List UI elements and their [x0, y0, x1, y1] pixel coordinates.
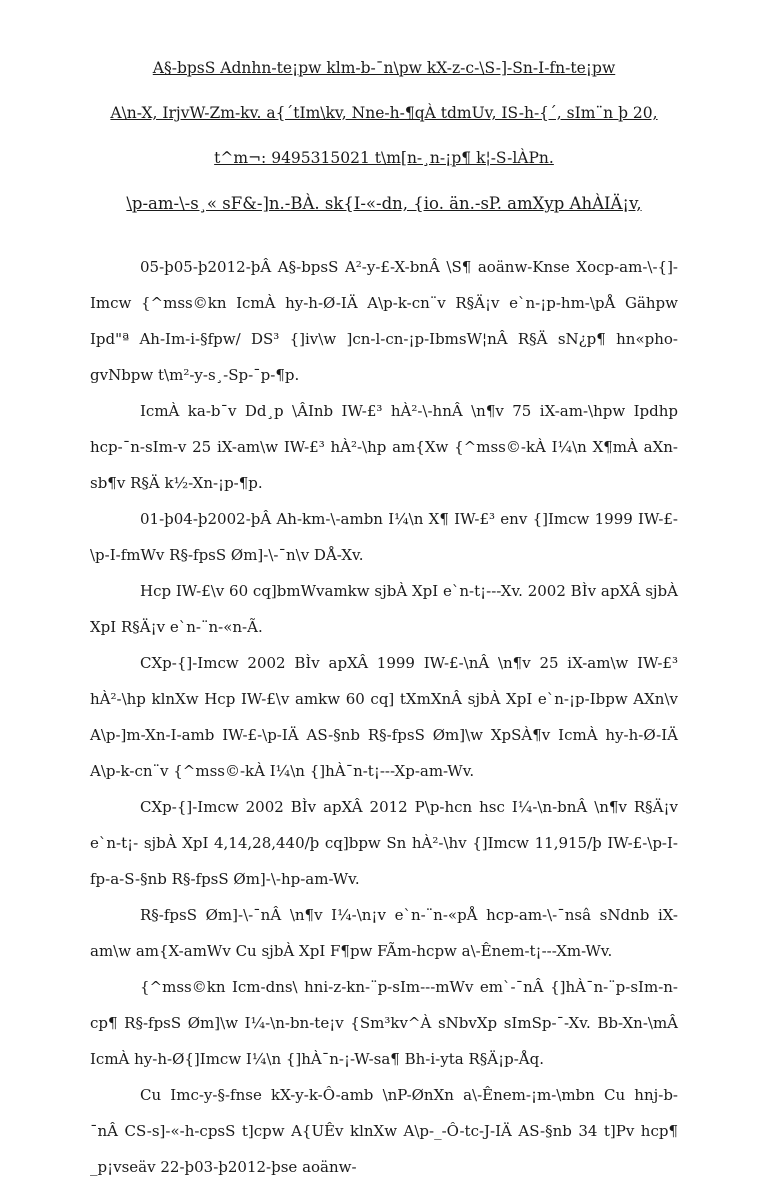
body-paragraph-7: R§-fpsS Øm]-\-¯nÂ \n¶v I¼-\n¡v e`n-¨n-«pÅ hcp-am-\-¯nsâ sNdnb iX-am\w am{X-amWv Cu sjbÀ XpI F¶pw FÃm-hcpw a\-Ênem-t¡---Xm-Wv. — [90, 906, 678, 960]
header-line-2 — [90, 103, 678, 123]
body-paragraph-1: 05-þ05-þ2012-þÂ A§-bpsS A²-y-£-X-bnÂ \S¶ aoänw-Knse Xocp-am-\-{]-Imcw {^mss©kn IcmÀ hy-h-Ø-IÄ A\p-k-cn¨v R§Ä¡v e`n-¡p-hm-\pÅ Gähpw Ipd"ª Ah-Im-i-§fpw/ DS³ {]iv\w ]cn-l-cn-¡p-IbmsW¦nÂ R§Ä sN¿p¶ hn«pho-gvNbpw t\m²-y-s¸-Sp-¯p-¶p. — [90, 258, 678, 384]
header-line-2-text: A\n-X, IrjvW-Zm-kv. a{´tIm\kv, Nne-h-¶qÀ tdmUv, IS-h-{´, sIm¨n þ 20, — [110, 104, 658, 122]
body-paragraph-3: 01-þ04-þ2002-þÂ Ah-km-\-ambn I¼\n X¶ IW-£³ env {]Imcw 1999 IW-£-\p-I-fmWv R§-fpsS Øm]-\-¯n\v DÅ-Xv. — [90, 510, 678, 564]
header-line-3: t^m¬: 9495315021 t\m[n-¸n-¡p¶ k¦-S-lÀPn. — [214, 149, 554, 167]
body-paragraph-6: CXp-{]-Imcw 2002 BÌv apXÂ 2012 P\p-hcn hsc I¼-\n-bnÂ \n¶v R§Ä¡v e`n-t¡- sjbÀ XpI 4,14,28,440/þ cq]bpw Sn hÀ²-\hv {]Imcw 11,915/þ IW-£-\p-I-fp-a-S-§nb R§-fpsS Øm]-\-hp-am-Wv. — [90, 798, 678, 888]
letter-header — [90, 0, 678, 168]
body-paragraph-2: IcmÀ ka-b¯v Dd¸p \ÂInb IW-£³ hÀ²-\-hnÂ \n¶v 75 iX-am-\hpw Ipdhp hcp-¯n-sIm-v 25 iX-am\w IW-£³ hÀ²-\hp am{Xw {^mss©-kÀ I¼\n X¶mÀ aXn-sb¶v R§Ä k½-Xn-¡p-¶p. — [90, 402, 678, 492]
body-paragraph-4: Hcp IW-£\v 60 cq]bmWvamkw sjbÀ XpI e`n-t¡---Xv. 2002 BÌv apXÂ sjbÀ XpI R§Ä¡v e`n-¨n-«n-Ã. — [90, 582, 678, 636]
header-line-1: A§-bpsS Adnhn-te¡pw klm-b-¯n\pw kX-z-c-\S-]-Sn-I-fn-te¡pw — [152, 59, 616, 77]
body-paragraph-9: Cu Imc-y-§-fnse kX-y-k-Ô-amb \nP-ØnXn a\-Ênem-¡m-\mbn Cu hnj-b-¯nÂ CS-s]-«-h-cpsS t]cpw A{UÊv klnXw A\p-_-Ô-tc-J-IÄ AS-§nb 34 t]Pv hcp¶ _p¡vseäv 22-þ03-þ2012-þse aoänw- — [90, 1086, 678, 1176]
body-paragraph-8: {^mss©kn Icm-dns\ hni-z-kn-¨p-sIm---mWv em`-¯nÂ {]hÀ¯n-¨p-sIm-n-cp¶ R§-fpsS Øm]\w I¼-\n-bn-te¡v {Sm³kv^À sNbvXp sImSp-¯-Xv. Bb-Xn-\mÂ IcmÀ hy-h-Ø{]Imcw I¼\n {]hÀ¯n-¡-W-sa¶ Bh-i-yta R§Ä¡p-Åq. — [90, 978, 678, 1068]
body-paragraph-5: CXp-{]-Imcw 2002 BÌv apXÂ 1999 IW-£-\nÂ \n¶v 25 iX-am\w IW-£³ hÀ²-\hp klnXw Hcp IW-£\v amkw 60 cq] tXmXnÂ sjbÀ XpI e`n-¡p-Ibpw AXn\v A\p-]m-Xn-I-amb IW-£-\p-IÄ AS-§nb R§-fpsS Øm]\w XpSÀ¶v IcmÀ hy-h-Ø-IÄ A\p-k-cn¨v {^mss©-kÀ I¼\n {]hÀ¯n-t¡---Xp-am-Wv. — [90, 654, 678, 780]
letter-body — [90, 249, 678, 1185]
subject-line: \p-am-\-s¸« sF&-]n.-BÀ. sk{I-«-dn, {io. än.-sP. amXyp AhÀIÄ¡v, — [126, 194, 642, 213]
